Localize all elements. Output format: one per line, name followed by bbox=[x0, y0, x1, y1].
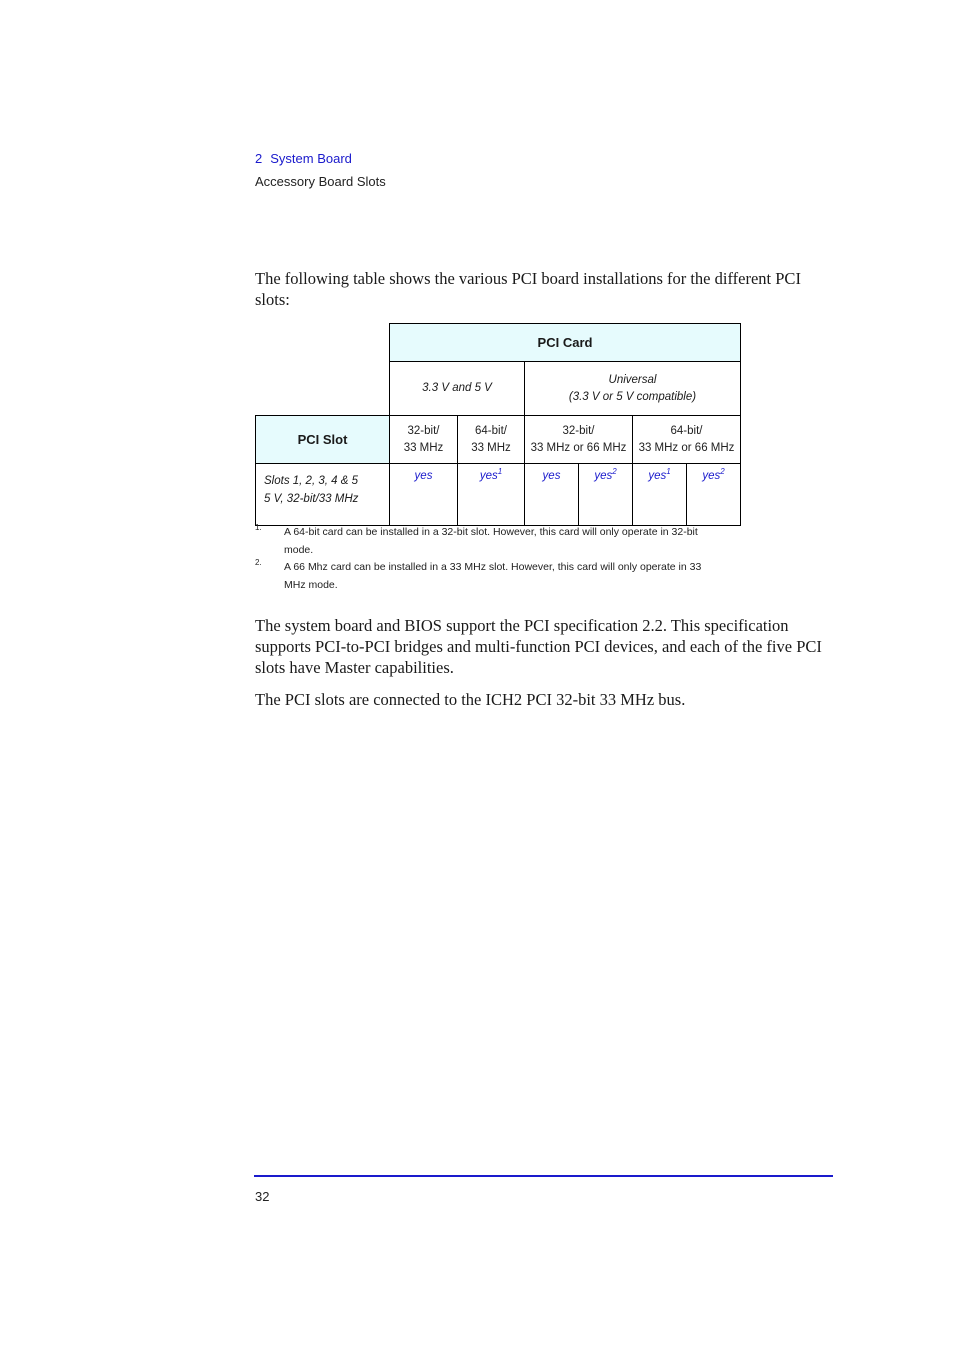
table-cell bbox=[458, 464, 525, 526]
cell-value: yes bbox=[479, 470, 498, 482]
bus-header-line: 32-bit/ bbox=[562, 424, 595, 437]
footer-rule bbox=[254, 1175, 833, 1177]
chapter-title: System Board bbox=[270, 151, 352, 166]
table-cell bbox=[687, 464, 741, 526]
universal-line-2: (3.3 V or 5 V compatible) bbox=[568, 390, 697, 403]
footnote-text: A 64-bit card can be installed in a 32-bit slot. However, this card will only operate in 32-bit mode. bbox=[284, 526, 698, 556]
bus-header-32-66 bbox=[525, 416, 633, 464]
cell-value: yes bbox=[648, 470, 667, 482]
bus-header-32-33 bbox=[390, 416, 458, 464]
footnote-mark: 1. bbox=[255, 523, 262, 532]
cell-value: yes bbox=[414, 470, 433, 482]
table-corner-2 bbox=[256, 362, 390, 416]
voltage-header-universal bbox=[525, 362, 741, 416]
bus-header-line: 33 MHz bbox=[403, 441, 444, 454]
table-cell bbox=[525, 464, 579, 526]
row-label-line: 5 V, 32-bit/33 MHz bbox=[264, 493, 359, 505]
bus-header-64-66 bbox=[633, 416, 741, 464]
cell-value: yes bbox=[594, 470, 613, 482]
table-cell bbox=[579, 464, 633, 526]
section-title: Accessory Board Slots bbox=[255, 174, 386, 189]
voltage-header-3v3-5v: 3.3 V and 5 V bbox=[390, 362, 525, 416]
pci-slot-header: PCI Slot bbox=[256, 416, 390, 464]
footnote-1 bbox=[255, 523, 715, 559]
footnote-ref: 1 bbox=[666, 467, 671, 477]
bus-header-line: 32-bit/ bbox=[407, 424, 440, 437]
bus-header-64-33 bbox=[458, 416, 525, 464]
bus-header-line: 64-bit/ bbox=[670, 424, 703, 437]
footnote-ref: 2 bbox=[720, 467, 725, 477]
row-label-line: Slots 1, 2, 3, 4 & 5 bbox=[264, 475, 358, 487]
footnote-ref: 1 bbox=[497, 467, 503, 477]
row-label-slots bbox=[256, 464, 390, 526]
chapter-header bbox=[255, 151, 352, 166]
pci-bus-paragraph: The PCI slots are connected to the ICH2 PCI 32-bit 33 MHz bus. bbox=[255, 690, 686, 709]
bus-header-line: 33 MHz bbox=[471, 441, 511, 454]
pci-installation-table bbox=[255, 323, 741, 526]
footnote-ref: 2 bbox=[612, 467, 617, 477]
cell-value: yes bbox=[542, 470, 561, 482]
pci-card-header: PCI Card bbox=[390, 324, 741, 362]
cell-value: yes bbox=[702, 470, 721, 482]
pci-spec-paragraph: The system board and BIOS support the PCI specification 2.2. This specification supports PCI-to-PCI bridges and multi-function PCI devices, and each of the five PCI slots have Master capabilities. bbox=[255, 616, 822, 677]
universal-line-1: Universal bbox=[608, 373, 657, 386]
chapter-number: 2 bbox=[255, 151, 263, 166]
page-number: 32 bbox=[255, 1189, 270, 1204]
bus-header-line: 33 MHz or 66 MHz bbox=[530, 441, 627, 454]
footnote-text: A 66 Mhz card can be installed in a 33 MHz slot. However, this card will only operate in 33 MHz mode. bbox=[284, 561, 702, 591]
footnote-mark: 2. bbox=[255, 558, 262, 567]
table-row bbox=[256, 464, 741, 526]
table-cell bbox=[390, 464, 458, 526]
footnote-2 bbox=[255, 558, 715, 594]
bus-header-line: 64-bit/ bbox=[475, 424, 507, 437]
bus-header-line: 33 MHz or 66 MHz bbox=[638, 441, 735, 454]
intro-paragraph: The following table shows the various PCI board installations for the different PCI slots: bbox=[255, 269, 801, 309]
table-corner bbox=[256, 324, 390, 362]
table-cell bbox=[633, 464, 687, 526]
